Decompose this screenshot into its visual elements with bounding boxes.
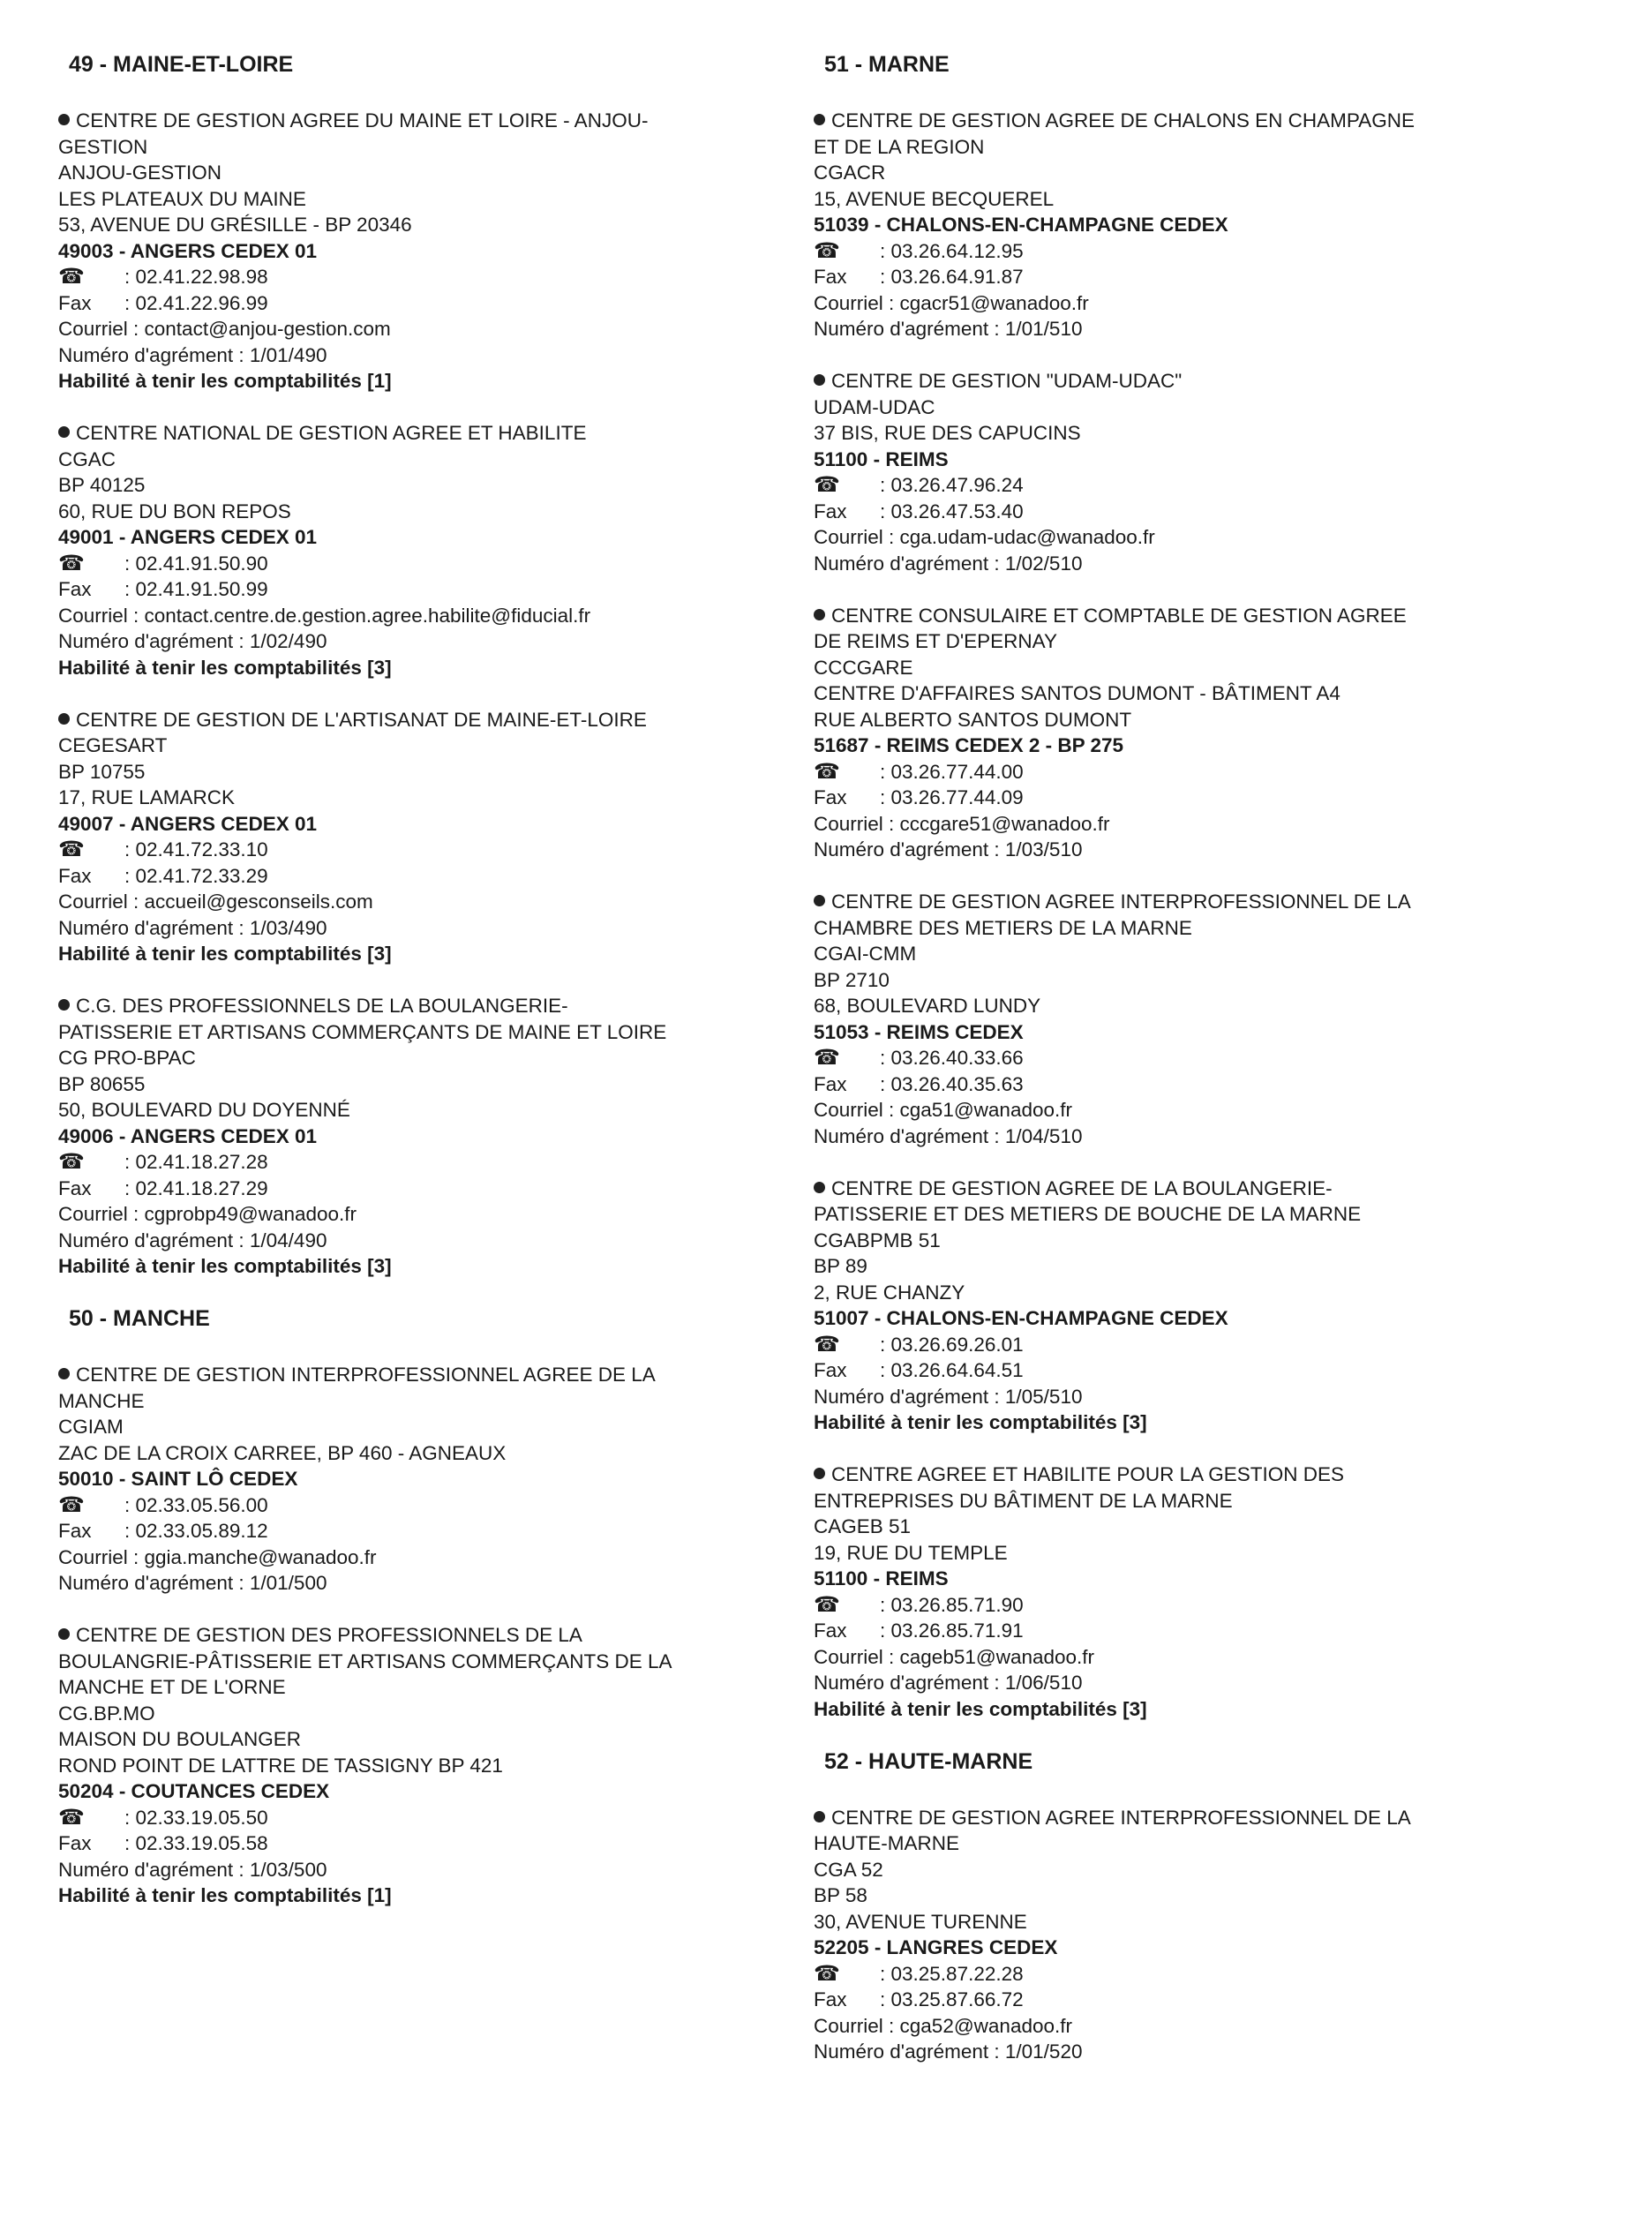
centre-name-text: DE REIMS ET D'EPERNAY [814,630,1058,652]
phone-number: : 03.26.77.44.00 [880,760,1024,783]
centre-name-text: CENTRE AGREE ET HABILITE POUR LA GESTION DES [831,1463,1344,1485]
address-line: MAISON DU BOULANGER [58,1728,302,1750]
bullet-icon [814,609,825,620]
bullet-icon [814,1811,825,1822]
centre-entry [814,889,1546,1149]
fax-label: Fax [58,1176,92,1199]
centre-name-text: CENTRE DE GESTION DE L'ARTISANAT DE MAINE-ET-LOIRE [76,708,647,731]
agrement-number: Numéro d'agrément : 1/01/520 [814,2040,1083,2063]
bullet-icon [58,426,70,438]
centre-name-line [814,603,1546,629]
fax-line [58,1176,764,1202]
agrement-number: Numéro d'agrément : 1/03/510 [814,838,1083,860]
centre-name-text: CENTRE NATIONAL DE GESTION AGREE ET HABILITE [76,422,587,444]
fax-number: : 03.26.64.64.51 [880,1359,1024,1381]
phone-line [814,759,1546,785]
postal-city: 49006 - ANGERS CEDEX 01 [58,1124,318,1147]
centre-name-line [814,1805,1546,1831]
address-line: 53, AVENUE DU GRÉSILLE - BP 20346 [58,214,412,236]
centre-name-line [58,108,764,134]
postal-city: 51007 - CHALONS-EN-CHAMPAGNE CEDEX [814,1307,1228,1329]
address-line: CAGEB 51 [814,1515,912,1537]
address-line: CG.BP.MO [58,1702,155,1725]
postal-city: 51053 - REIMS CEDEX [814,1020,1024,1043]
phone-line [814,1045,1546,1071]
centre-name-line [58,1622,764,1649]
centre-name-text: PATISSERIE ET ARTISANS COMMERÇANTS DE MAINE ET LOIRE [58,1020,667,1043]
habilitation-note: Habilité à tenir les comptabilités [1] [58,1884,392,1906]
address-line: BP 80655 [58,1072,146,1095]
fax-number: : 03.26.47.53.40 [880,500,1024,522]
centre-name-line [58,1674,764,1701]
phone-line [814,238,1546,265]
centre-name-text: CENTRE CONSULAIRE ET COMPTABLE DE GESTION AGREE [831,604,1407,627]
centre-entry [814,1462,1546,1722]
department-heading: 49 - MAINE-ET-LOIRE [69,52,294,77]
phone-line [814,1961,1546,1988]
address-line: CENTRE D'AFFAIRES SANTOS DUMONT - BÂTIMENT A4 [814,682,1340,704]
fax-number: : 03.26.40.35.63 [880,1072,1024,1095]
email-line: Courriel : cgacr51@wanadoo.fr [814,291,1089,314]
bullet-icon [58,114,70,125]
email-line: Courriel : contact.centre.de.gestion.agree.habilite@fiducial.fr [58,604,591,627]
telephone-icon: ☎ [58,1805,85,1830]
postal-city: 50204 - COUTANCES CEDEX [58,1780,330,1802]
centre-name-text: HAUTE-MARNE [814,1832,960,1854]
telephone-icon: ☎ [814,1592,840,1617]
phone-number: : 02.33.05.56.00 [124,1493,268,1516]
fax-line [814,785,1546,811]
centre-name-text: CENTRE DE GESTION INTERPROFESSIONNEL AGREE DE LA [76,1364,656,1386]
address-line: BP 89 [814,1255,867,1277]
phone-line [58,551,764,577]
phone-number: : 03.26.40.33.66 [880,1047,1024,1069]
phone-number: : 03.26.69.26.01 [880,1333,1024,1356]
centre-name-line [58,1649,764,1675]
centre-name-text: BOULANGRIE-PÂTISSERIE ET ARTISANS COMMERÇANTS DE LA [58,1650,672,1672]
centre-name-line [814,368,1546,395]
address-line: ROND POINT DE LATTRE DE TASSIGNY BP 421 [58,1754,503,1777]
address-line: BP 40125 [58,474,146,496]
centre-name-line [58,1362,764,1388]
telephone-icon: ☎ [814,238,840,263]
fax-number: : 02.33.19.05.58 [124,1832,268,1854]
centre-name-text: CENTRE DE GESTION AGREE INTERPROFESSIONNEL DE LA [831,1806,1411,1829]
centre-name-text: MANCHE [58,1389,145,1412]
bullet-icon [814,1468,825,1479]
email-line: Courriel : cageb51@wanadoo.fr [814,1645,1095,1668]
agrement-number: Numéro d'agrément : 1/02/490 [58,630,327,652]
postal-city: 51687 - REIMS CEDEX 2 - BP 275 [814,734,1123,756]
address-line: BP 10755 [58,760,146,783]
agrement-number: Numéro d'agrément : 1/01/510 [814,318,1083,340]
address-line: RUE ALBERTO SANTOS DUMONT [814,708,1132,731]
fax-line [58,290,764,317]
fax-line [58,1518,764,1544]
postal-city: 51100 - REIMS [814,1567,949,1589]
fax-label: Fax [814,786,847,808]
phone-line [58,1149,764,1176]
phone-line [814,472,1546,499]
fax-line [814,1618,1546,1644]
centre-name-text: CENTRE DE GESTION AGREE INTERPROFESSIONNEL DE LA [831,891,1411,913]
agrement-number: Numéro d'agrément : 1/03/500 [58,1858,327,1881]
fax-line [814,1071,1546,1098]
centre-name-text: C.G. DES PROFESSIONNELS DE LA BOULANGERIE- [76,995,568,1017]
centre-name-text: CENTRE DE GESTION AGREE DE CHALONS EN CHAMPAGNE [831,109,1415,132]
postal-city: 51100 - REIMS [814,447,949,470]
telephone-icon: ☎ [814,1332,840,1356]
centre-entry [814,1176,1546,1436]
phone-number: : 02.41.91.50.90 [124,552,268,575]
agrement-number: Numéro d'agrément : 1/04/510 [814,1124,1083,1147]
centre-entry [814,603,1546,863]
agrement-number: Numéro d'agrément : 1/02/510 [814,552,1083,575]
agrement-number: Numéro d'agrément : 1/01/500 [58,1572,327,1594]
address-line: 37 BIS, RUE DES CAPUCINS [814,422,1081,444]
centre-name-text: ET DE LA REGION [814,135,985,158]
bullet-icon [58,1368,70,1379]
centre-name-line [814,889,1546,915]
phone-number: : 02.41.72.33.10 [124,838,268,860]
centre-entry [814,1805,1546,2065]
bullet-icon [58,1628,70,1640]
agrement-number: Numéro d'agrément : 1/06/510 [814,1672,1083,1694]
centre-name-line [814,1830,1546,1857]
email-line: Courriel : cga52@wanadoo.fr [814,2014,1072,2037]
address-line: 2, RUE CHANZY [814,1281,965,1304]
address-line: 60, RUE DU BON REPOS [58,500,291,522]
centre-entry [58,1622,764,1909]
address-line: CGIAM [58,1416,124,1438]
habilitation-note: Habilité à tenir les comptabilités [3] [58,1255,392,1277]
right-column [814,51,1546,2091]
centre-name-line [814,915,1546,942]
centre-name-line [58,707,764,733]
agrement-number: Numéro d'agrément : 1/04/490 [58,1229,327,1251]
fax-number: : 02.41.18.27.29 [124,1176,268,1199]
telephone-icon: ☎ [814,1046,840,1070]
agrement-number: Numéro d'agrément : 1/03/490 [58,916,327,939]
email-line: Courriel : ggia.manche@wanadoo.fr [58,1545,377,1568]
fax-line [58,1830,764,1857]
address-line: CEGESART [58,734,168,756]
centre-entry [58,993,764,1280]
habilitation-note: Habilité à tenir les comptabilités [3] [58,943,392,965]
centre-name-text: GESTION [58,135,148,158]
fax-number: : 03.26.64.91.87 [880,266,1024,288]
address-line: CGAI-CMM [814,943,917,965]
centre-name-line [814,134,1546,161]
email-line: Courriel : accueil@gesconseils.com [58,891,373,913]
address-line: 68, BOULEVARD LUNDY [814,995,1041,1017]
address-line: 50, BOULEVARD DU DOYENNÉ [58,1099,350,1121]
fax-line [814,499,1546,525]
centre-name-line [814,1488,1546,1514]
centre-name-text: MANCHE ET DE L'ORNE [58,1676,286,1698]
phone-line [58,837,764,863]
fax-label: Fax [814,1359,847,1381]
centre-name-text: CENTRE DE GESTION AGREE DE LA BOULANGERIE- [831,1176,1333,1199]
postal-city: 50010 - SAINT LÔ CEDEX [58,1468,298,1490]
centre-name-text: CENTRE DE GESTION DES PROFESSIONNELS DE LA [76,1624,582,1646]
fax-label: Fax [814,266,847,288]
centre-name-line [58,134,764,161]
phone-number: : 03.26.64.12.95 [880,239,1024,262]
centre-name-line [58,993,764,1019]
email-line: Courriel : cga51@wanadoo.fr [814,1099,1072,1121]
phone-line [58,264,764,290]
centre-name-line [58,1019,764,1046]
bullet-icon [814,374,825,386]
centre-name-text: CENTRE DE GESTION "UDAM-UDAC" [831,370,1183,392]
centre-name-line [814,1462,1546,1488]
centre-name-line [814,1201,1546,1228]
address-line: CGACR [814,162,886,184]
fax-label: Fax [58,1520,92,1542]
email-line: Courriel : cga.udam-udac@wanadoo.fr [814,526,1155,548]
centre-entry [814,108,1546,342]
address-line: CGAC [58,447,116,470]
fax-line [814,1987,1546,2013]
fax-line [58,576,764,603]
address-line: 15, AVENUE BECQUEREL [814,187,1055,210]
phone-number: : 02.41.22.98.98 [124,266,268,288]
email-line: Courriel : cccgare51@wanadoo.fr [814,812,1110,835]
centre-name-line [58,1388,764,1415]
phone-line [58,1805,764,1831]
centre-entry [58,1362,764,1597]
telephone-icon: ☎ [58,265,85,289]
address-line: ANJOU-GESTION [58,162,222,184]
department-heading: 51 - MARNE [824,52,950,77]
address-line: BP 58 [814,1884,867,1906]
centre-entry [58,707,764,967]
address-line: 17, RUE LAMARCK [58,786,236,808]
fax-line [58,863,764,890]
telephone-icon: ☎ [58,551,85,575]
fax-number: : 02.41.22.96.99 [124,291,268,314]
fax-label: Fax [814,1988,847,2010]
phone-number: : 02.33.19.05.50 [124,1806,268,1829]
bullet-icon [58,999,70,1011]
bullet-icon [814,114,825,125]
centre-name-line [58,420,764,447]
fax-number: : 02.41.72.33.29 [124,864,268,887]
address-line: CG PRO-BPAC [58,1047,196,1069]
left-column [58,51,764,1935]
fax-number: : 03.25.87.66.72 [880,1988,1024,2010]
phone-number: : 03.25.87.22.28 [880,1962,1024,1985]
fax-number: : 02.33.05.89.12 [124,1520,268,1542]
department-heading: 50 - MANCHE [69,1306,210,1331]
phone-line [58,1492,764,1519]
centre-entry [58,108,764,395]
centre-name-text: PATISSERIE ET DES METIERS DE BOUCHE DE LA MARNE [814,1203,1362,1225]
centre-name-text: ENTREPRISES DU BÂTIMENT DE LA MARNE [814,1489,1233,1512]
address-line: 19, RUE DU TEMPLE [814,1541,1008,1564]
postal-city: 49007 - ANGERS CEDEX 01 [58,812,318,835]
phone-line [814,1332,1546,1358]
habilitation-note: Habilité à tenir les comptabilités [3] [814,1697,1147,1720]
centre-name-line [814,628,1546,655]
fax-label: Fax [58,1832,92,1854]
address-line: 30, AVENUE TURENNE [814,1910,1027,1933]
agrement-number: Numéro d'agrément : 1/01/490 [58,343,327,366]
habilitation-note: Habilité à tenir les comptabilités [3] [58,656,392,679]
email-line: Courriel : cgprobp49@wanadoo.fr [58,1203,357,1225]
habilitation-note: Habilité à tenir les comptabilités [3] [814,1411,1147,1433]
fax-label: Fax [814,1620,847,1642]
fax-label: Fax [814,500,847,522]
postal-city: 49003 - ANGERS CEDEX 01 [58,239,318,262]
fax-number: : 02.41.91.50.99 [124,578,268,600]
fax-label: Fax [58,864,92,887]
address-line: LES PLATEAUX DU MAINE [58,187,306,210]
centre-name-text: CENTRE DE GESTION AGREE DU MAINE ET LOIRE - ANJOU- [76,109,649,132]
phone-number: : 03.26.85.71.90 [880,1593,1024,1616]
postal-city: 51039 - CHALONS-EN-CHAMPAGNE CEDEX [814,214,1228,236]
fax-label: Fax [58,578,92,600]
bullet-icon [814,895,825,906]
telephone-icon: ☎ [58,1150,85,1174]
agrement-number: Numéro d'agrément : 1/05/510 [814,1385,1083,1408]
email-line: Courriel : contact@anjou-gestion.com [58,318,391,340]
telephone-icon: ☎ [814,1961,840,1986]
address-line: UDAM-UDAC [814,395,935,418]
fax-label: Fax [58,291,92,314]
centre-name-line [814,1176,1546,1202]
address-line: BP 2710 [814,968,890,991]
fax-line [814,264,1546,290]
centre-entry [814,368,1546,576]
department-heading: 52 - HAUTE-MARNE [824,1748,1033,1774]
centre-name-text: CHAMBRE DES METIERS DE LA MARNE [814,916,1192,939]
postal-city: 49001 - ANGERS CEDEX 01 [58,526,318,548]
telephone-icon: ☎ [58,838,85,861]
postal-city: 52205 - LANGRES CEDEX [814,1936,1058,1958]
phone-line [814,1592,1546,1619]
address-line: CGA 52 [814,1858,883,1881]
fax-number: : 03.26.85.71.91 [880,1620,1024,1642]
phone-number: : 03.26.47.96.24 [880,474,1024,496]
fax-line [814,1357,1546,1384]
address-line: CCCGARE [814,656,913,679]
phone-number: : 02.41.18.27.28 [124,1151,268,1173]
fax-number: : 03.26.77.44.09 [880,786,1024,808]
address-line: ZAC DE LA CROIX CARREE, BP 460 - AGNEAUX [58,1441,507,1464]
telephone-icon: ☎ [814,759,840,784]
telephone-icon: ☎ [58,1492,85,1517]
bullet-icon [58,713,70,725]
habilitation-note: Habilité à tenir les comptabilités [1] [58,370,392,392]
fax-label: Fax [814,1072,847,1095]
telephone-icon: ☎ [814,473,840,497]
bullet-icon [814,1182,825,1193]
centre-entry [58,420,764,680]
centre-name-line [814,108,1546,134]
address-line: CGABPMB 51 [814,1229,941,1251]
